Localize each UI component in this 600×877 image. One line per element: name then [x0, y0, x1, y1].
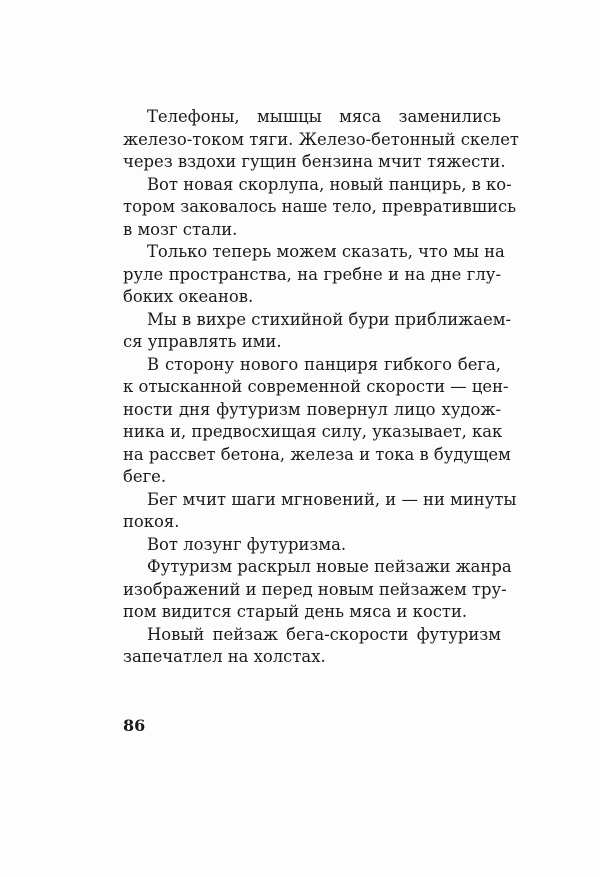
text-line: В сторону нового панциря гибкого бега,	[147, 354, 501, 374]
text-line: Вот новая скорлупа, новый панцирь, в ко-	[147, 174, 512, 194]
body-text	[123, 106, 519, 669]
text-line: через вздохи гущин бензина мчит тяжести.	[123, 152, 506, 171]
paragraph	[123, 174, 517, 242]
text-line: пом видится старый день мяса и кости.	[123, 602, 468, 621]
text-line: в мозг стали.	[123, 219, 238, 239]
text-line: покоя.	[123, 512, 180, 531]
text-line: изображений и перед новым пейзажем тру-	[123, 579, 507, 599]
paragraph	[123, 556, 512, 624]
text-line: ся управлять ими.	[123, 332, 282, 351]
text-line: Только теперь можем сказать, что мы на	[147, 242, 505, 261]
paragraph	[123, 241, 505, 309]
paragraph	[123, 624, 501, 669]
text-line: Вот лозунг футуризма.	[147, 534, 347, 554]
paragraph	[123, 106, 519, 174]
text-line: на рассвет бетона, железа и тока в будущем	[123, 444, 511, 464]
text-line: запечатлел на холстах.	[123, 647, 326, 666]
text-line: Телефоны, мышцы мяса заменились	[147, 107, 501, 126]
text-line: беге.	[123, 467, 167, 486]
text-line: Футуризм раскрыл новые пейзажи жанра	[147, 557, 512, 576]
page-number: 86	[123, 716, 146, 735]
text-line: к отысканной современной скорости — цен-	[123, 377, 509, 396]
text-line: Новый пейзаж бега-скорости футуризм	[147, 624, 501, 644]
text-line: ности дня футуризм повернул лицо худож-	[123, 399, 501, 419]
text-line: Бег мчит шаги мгновений, и — ни минуты	[147, 489, 517, 509]
paragraph	[123, 489, 517, 534]
text-line: железо-током тяги. Железо-бетонный скелет	[123, 129, 519, 149]
text-line: ника и, предвосхищая силу, указывает, как	[123, 422, 503, 441]
text-line: боких океанов.	[123, 287, 254, 306]
paragraph	[123, 534, 501, 557]
paragraph	[123, 354, 511, 489]
paragraph	[123, 309, 511, 354]
text-line: руле пространства, на гребне и на дне глу-	[123, 264, 501, 284]
text-line: тором заковалось наше тело, превратившись	[123, 197, 517, 216]
text-line: Мы в вихре стихийной бури приближаем-	[147, 309, 511, 329]
